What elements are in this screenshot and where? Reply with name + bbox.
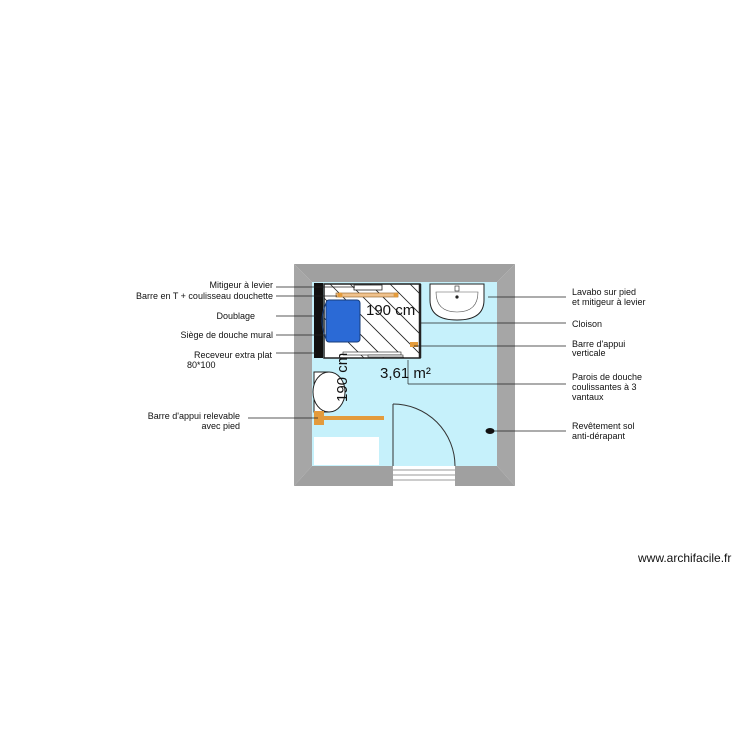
- label-receveur-line1: Receveur extra plat: [193, 350, 272, 360]
- label-parois-line1: Parois de douche: [572, 372, 643, 382]
- label-cloison: Cloison: [572, 319, 603, 329]
- dimension-width: 190 cm: [366, 302, 416, 319]
- wall-left: [294, 264, 312, 486]
- label-barre-t: Barre en T + coulisseau douchette: [135, 291, 273, 301]
- sliding-panel: [368, 355, 403, 357]
- label-revetement-line1: Revêtement sol: [572, 421, 635, 431]
- label-lavabo-line1: Lavabo sur pied: [572, 287, 637, 297]
- label-barre-relevable-line2: avec pied: [201, 421, 240, 431]
- room-area: 3,61 m²: [380, 365, 431, 382]
- watermark: www.archifacile.fr: [638, 551, 732, 565]
- shower-mixer: [354, 285, 382, 290]
- label-doublage: Doublage: [216, 311, 255, 321]
- label-lavabo-line2: et mitigeur à levier: [572, 297, 646, 307]
- label-mitigeur: Mitigeur à levier: [209, 280, 273, 290]
- label-siege: Siège de douche mural: [180, 330, 273, 340]
- folding-grab-bar: [318, 416, 384, 420]
- bench: [314, 437, 379, 465]
- door-opening: [393, 466, 455, 486]
- label-barre-relevable-line1: Barre d'appui relevable: [147, 411, 240, 421]
- sliding-panel: [343, 352, 401, 355]
- shower-seat: [326, 300, 360, 342]
- label-receveur-line2: 80*100: [187, 360, 216, 370]
- label-barre-verticale-line1: Barre d'appui: [572, 339, 626, 349]
- t-bar-end: [338, 293, 343, 298]
- label-parois-line2: coulissantes à 3: [572, 382, 637, 392]
- wall-top: [294, 264, 515, 282]
- label-revetement-line2: anti-dérapant: [572, 431, 626, 441]
- dimension-depth: 190 cm: [334, 352, 351, 402]
- t-bar-end: [394, 293, 399, 298]
- label-barre-verticale-line2: verticale: [572, 348, 606, 358]
- washbasin-faucet: [455, 286, 459, 291]
- label-parois-line3: vantaux: [572, 392, 604, 402]
- t-bar: [336, 293, 398, 297]
- floor-marker: [486, 428, 495, 434]
- washbasin-drain: [455, 295, 458, 298]
